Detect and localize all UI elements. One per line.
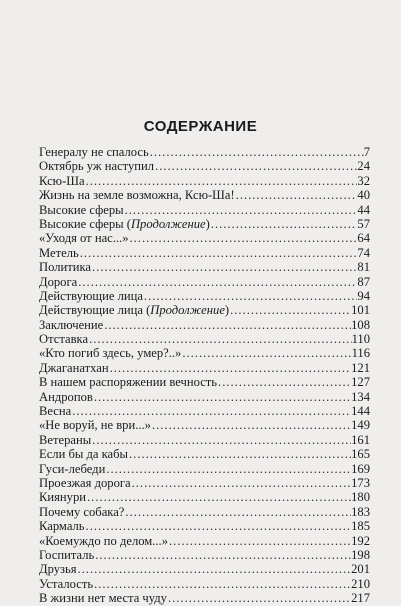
toc-entry-title: В нашем распоряжении вечность (39, 375, 218, 390)
toc-entry-title: Друзья (39, 562, 77, 577)
toc-entry (39, 519, 370, 533)
toc-entry-title: Госпиталь (39, 547, 95, 562)
toc-entry-paren: ) (205, 216, 210, 231)
dot-leader (151, 418, 351, 432)
toc-entry-title: В жизни нет места чуду (39, 591, 167, 606)
toc-page-number: 169 (351, 461, 370, 476)
toc-page-number: 192 (351, 533, 370, 548)
toc-entry (39, 303, 370, 317)
toc-entry-title: Ксю-Ша (39, 173, 85, 188)
dot-leader (105, 462, 351, 476)
toc-entry (39, 375, 370, 389)
toc-page-number: 134 (351, 389, 370, 404)
toc-entry-title: Жизнь на земле возможна, Ксю-Ша! (39, 188, 235, 203)
dot-leader (109, 361, 352, 375)
toc-entry-title: Почему собака? (39, 504, 125, 519)
dot-leader (168, 534, 351, 548)
toc-page-number: 32 (357, 173, 370, 188)
dot-leader (79, 246, 358, 260)
toc-entry (39, 505, 370, 519)
toc-entry-title: Высокие сферы ( (39, 216, 131, 231)
toc-entry-title: Кармаль (39, 519, 85, 534)
dot-leader (154, 159, 357, 173)
dot-leader (93, 390, 351, 404)
toc-page-number: 201 (351, 562, 370, 577)
dot-leader (94, 548, 351, 562)
toc-entry (39, 318, 370, 332)
toc-page-number: 7 (363, 144, 370, 159)
toc-page-number: 217 (351, 591, 370, 606)
toc-entry (39, 275, 370, 289)
dot-leader (124, 203, 358, 217)
toc-entry (39, 289, 370, 303)
dot-leader (77, 562, 352, 576)
toc-entry (39, 404, 370, 418)
toc-entry-title: Если бы да кабы (39, 447, 129, 462)
toc-entry-title: Генералу не спалось (39, 144, 149, 159)
toc-entry-title: Гуси-лебеди (39, 461, 106, 476)
toc-entry-title: Заключение (39, 317, 104, 332)
toc-page-number: 198 (351, 547, 370, 562)
toc-entry-title: Усталость (39, 576, 94, 591)
toc-entry (39, 246, 370, 260)
toc-entry-title: Ветераны (39, 432, 92, 447)
toc-entry-subtitle: Продолжение (150, 303, 225, 318)
dot-leader (210, 217, 358, 231)
toc-entry (39, 203, 370, 217)
toc-entry-title: Джаганатхан (39, 360, 109, 375)
toc-entry-title: Отставка (39, 332, 89, 347)
toc-entry (39, 476, 370, 490)
toc-page-number: 101 (351, 303, 370, 318)
toc-entry (39, 174, 370, 188)
toc-entry (39, 145, 370, 159)
toc-page-number: 180 (351, 490, 370, 505)
toc-entry-subtitle: Продолжение (130, 216, 206, 231)
toc-entry (39, 260, 370, 274)
toc-page-number: 74 (357, 245, 370, 260)
dot-leader (229, 303, 351, 317)
toc-page-number: 57 (357, 216, 370, 231)
toc-entry-title: «Коемуждо по делом...» (39, 533, 168, 548)
toc-page-number: 144 (351, 404, 370, 419)
toc-entry-title: Андропов (39, 389, 93, 404)
toc-entry-title: «Кто погиб здесь, умер?..» (39, 346, 182, 361)
toc-page-number: 81 (357, 260, 370, 275)
dot-leader (85, 174, 358, 188)
toc-entry-title: Киянури (39, 490, 87, 505)
dot-leader (129, 231, 358, 245)
dot-leader (103, 318, 351, 332)
toc-page-number: 121 (351, 360, 370, 375)
page-title: СОДЕРЖАНИЕ (143, 118, 258, 135)
dot-leader (149, 145, 364, 159)
toc-page-number: 44 (357, 202, 370, 217)
toc-entry (39, 418, 370, 432)
toc-entry-paren: ) (224, 303, 230, 318)
dot-leader (93, 577, 351, 591)
toc-page-number: 108 (351, 317, 370, 332)
toc-page-number: 24 (357, 159, 370, 174)
toc-page-number: 94 (357, 288, 370, 303)
toc-entry-title: Метель (39, 245, 79, 260)
dot-leader (124, 505, 351, 519)
toc-page-number: 165 (351, 447, 370, 462)
toc-entry (39, 534, 370, 548)
toc-entry (39, 217, 370, 231)
toc-entry (39, 346, 370, 360)
toc-page-number: 161 (351, 432, 370, 447)
toc-entry-title: Проезжая дорога (39, 475, 131, 490)
dot-leader (235, 188, 358, 202)
toc-page-number: 183 (351, 504, 370, 519)
toc-page-number: 127 (351, 375, 370, 390)
dot-leader (85, 519, 352, 533)
toc-entry-title: Октябрь уж наступил (39, 159, 155, 174)
dot-leader (167, 591, 351, 605)
toc-page-number: 87 (357, 274, 370, 289)
toc-entry (39, 433, 370, 447)
dot-leader (128, 447, 351, 461)
toc-page-number: 173 (351, 475, 370, 490)
toc-entry-title: Политика (39, 260, 92, 275)
toc-entry (39, 577, 370, 591)
toc-entry-title: «Не воруй, не ври...» (39, 418, 151, 433)
table-of-contents (39, 145, 370, 606)
toc-entry (39, 361, 370, 375)
toc-page-number: 40 (357, 188, 370, 203)
toc-entry-title: «Уходя от нас...» (39, 231, 129, 246)
toc-entry (39, 462, 370, 476)
toc-entry-title: Действующие лица (39, 288, 143, 303)
toc-entry-title: Весна (39, 404, 72, 419)
toc-entry (39, 390, 370, 404)
toc-entry (39, 562, 370, 576)
toc-page-number: 210 (351, 576, 370, 591)
toc-page-number: 116 (351, 346, 370, 361)
dot-leader (143, 289, 357, 303)
dot-leader (86, 490, 351, 504)
toc-page-number: 110 (351, 332, 370, 347)
toc-page-number: 185 (351, 519, 370, 534)
dot-leader (88, 332, 352, 346)
dot-leader (217, 375, 351, 389)
toc-page-number: 149 (351, 418, 370, 433)
toc-page-number: 64 (357, 231, 370, 246)
toc-entry (39, 548, 370, 562)
toc-entry (39, 591, 370, 605)
toc-entry (39, 332, 370, 346)
toc-entry-title: Действующие лица ( (39, 303, 151, 318)
dot-leader (71, 404, 351, 418)
toc-entry-title: Высокие сферы (39, 202, 124, 217)
toc-entry (39, 490, 370, 504)
toc-entry (39, 447, 370, 461)
dot-leader (91, 260, 357, 274)
toc-entry (39, 159, 370, 173)
toc-entry-title: Дорога (39, 274, 78, 289)
dot-leader (131, 476, 351, 490)
dot-leader (77, 275, 357, 289)
toc-entry (39, 231, 370, 245)
dot-leader (91, 433, 351, 447)
dot-leader (181, 346, 351, 360)
toc-entry (39, 188, 370, 202)
